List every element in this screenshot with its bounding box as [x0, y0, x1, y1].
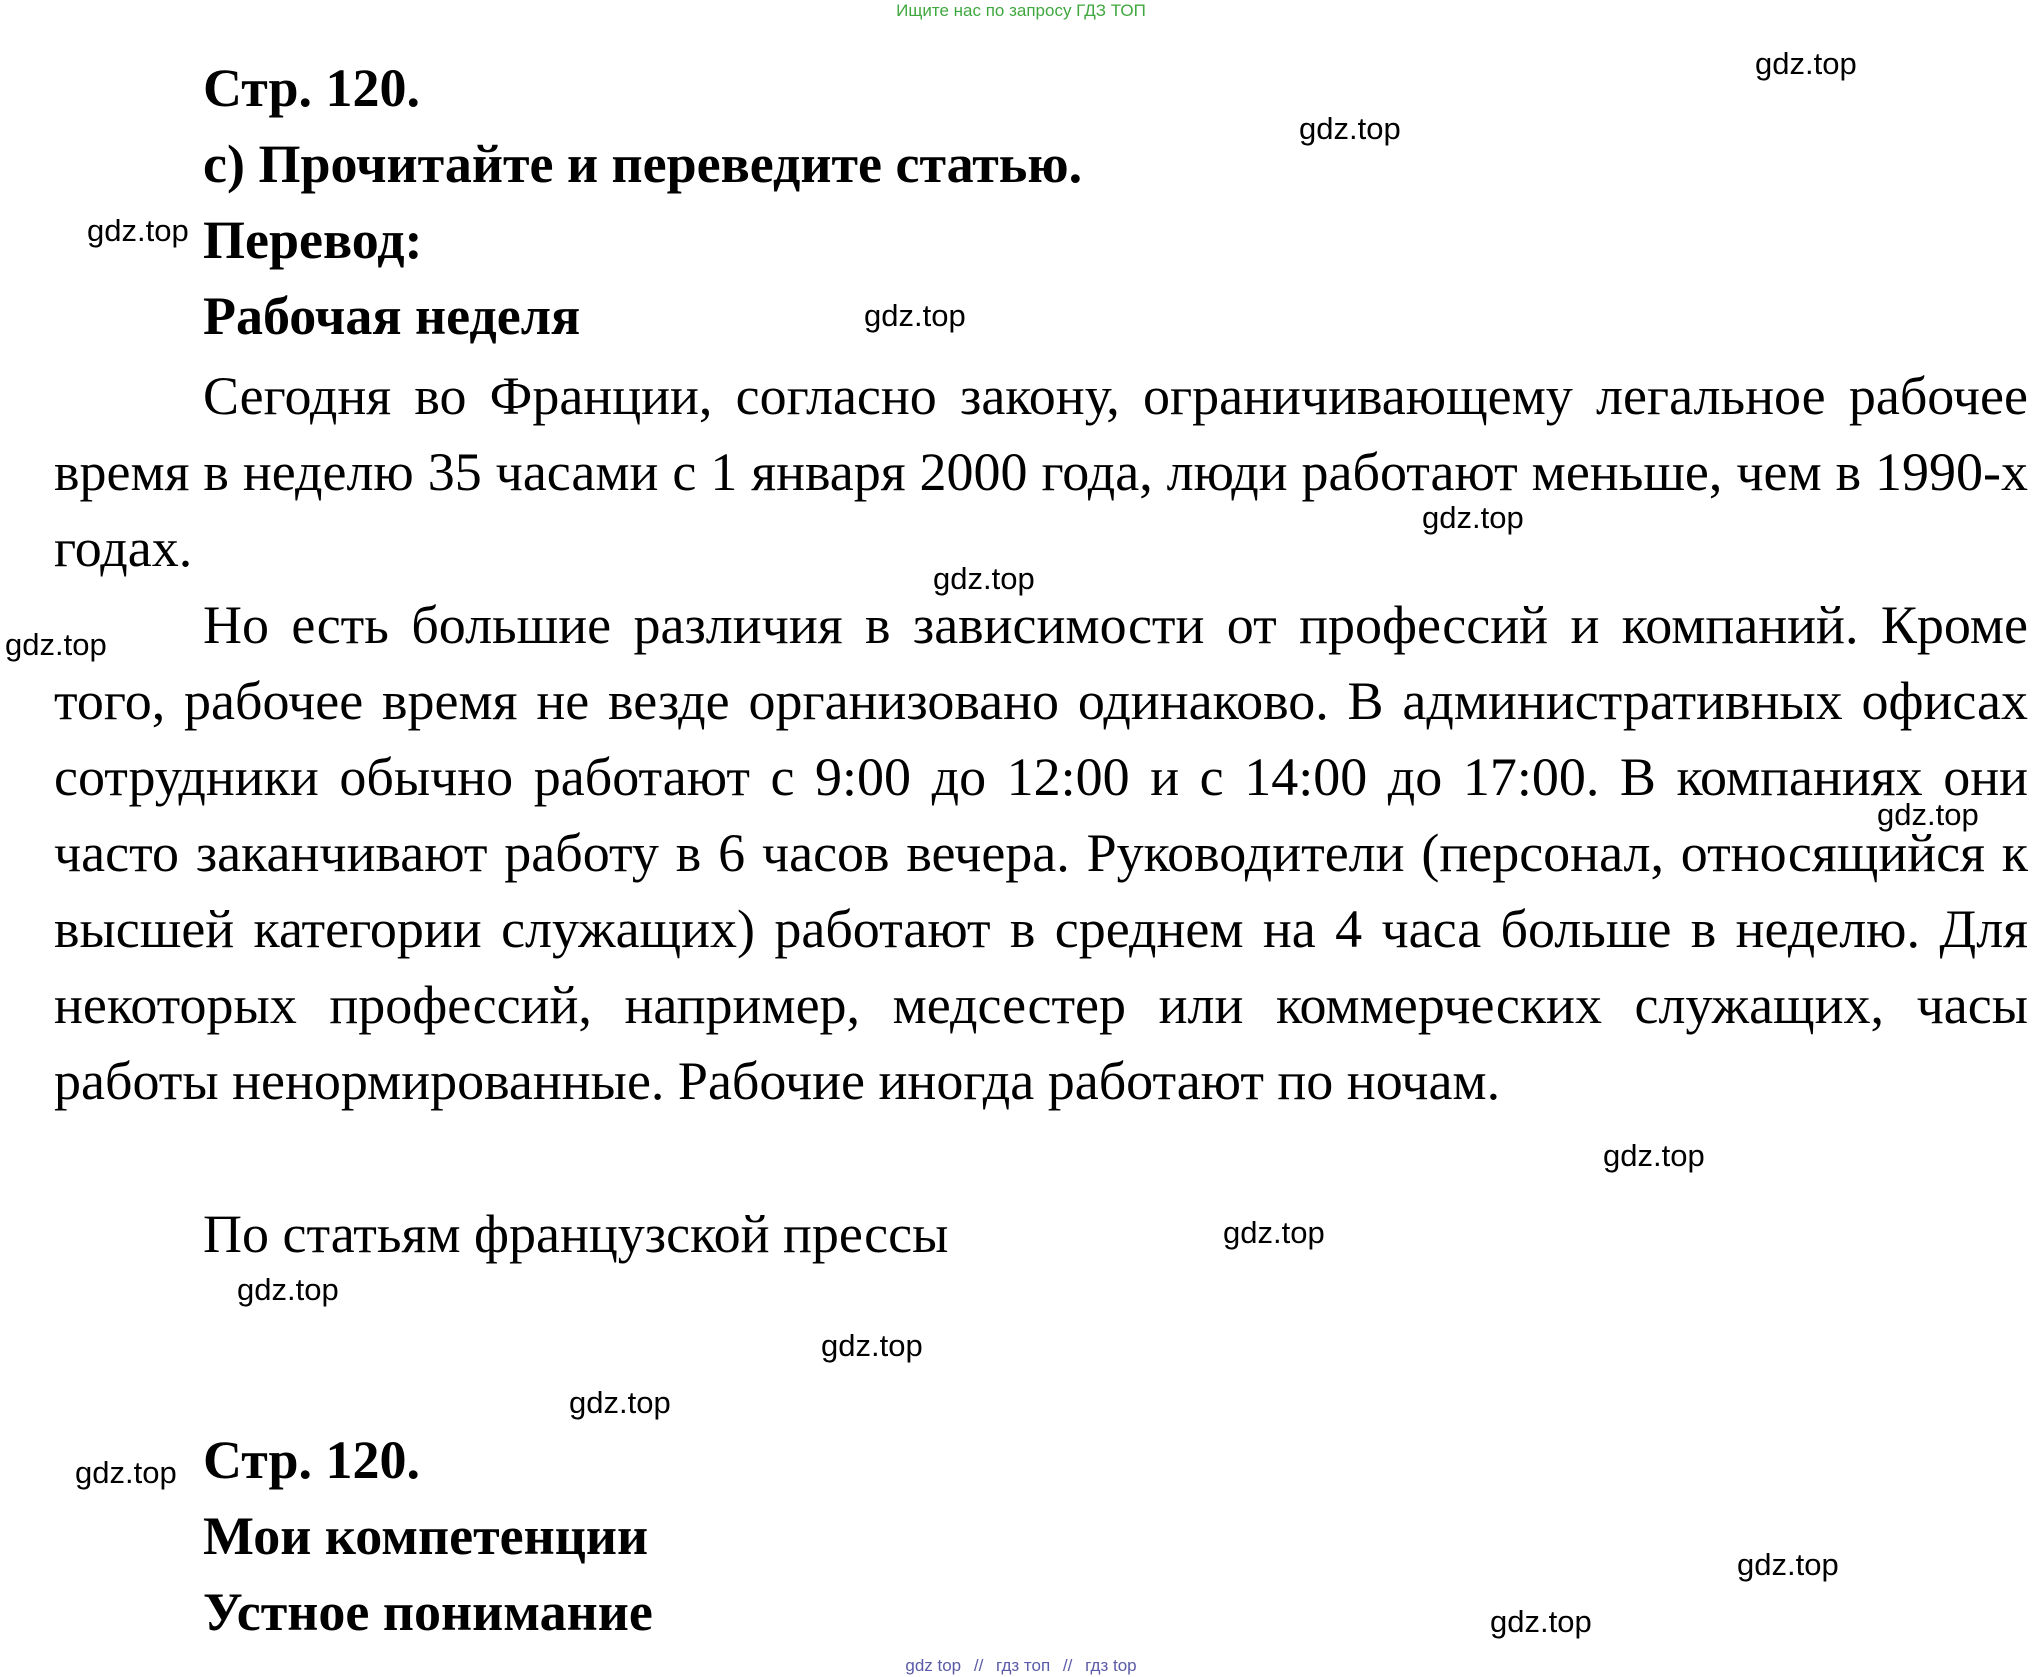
- article-source: По статьям французской прессы: [203, 1204, 949, 1264]
- translation-label: Перевод:: [203, 210, 423, 270]
- bottom-banner-separator: //: [973, 1656, 984, 1675]
- paragraph-2: Но есть большие различия в зависимости от профессий и компаний. Кроме того, рабочее время не везде организовано одинаково. В административных офисах сотрудники обычно работают с 9:00 до 12:00 и с 14:00 до 17:00. В компаниях они часто заканчивают работу в 6 часов вечера. Руководители (персонал, относящийся к высшей категории служащих) работают в среднем на 4 часа больше в неделю. Для некоторых профессий, например, медсестер или коммерческих служащих, часы работы ненормированные. Рабочие иногда работают по ночам.: [54, 595, 2028, 1111]
- bottom-banner-separator: //: [1062, 1656, 1073, 1675]
- bottom-banner: [0, 1655, 2042, 1677]
- watermark: gdz.top: [87, 213, 189, 248]
- page-ref-heading-2: Стр. 120.: [203, 1430, 421, 1490]
- watermark: gdz.top: [864, 298, 966, 333]
- watermark: gdz.top: [933, 561, 1035, 596]
- bottom-banner-link-1[interactable]: gdz top: [905, 1656, 962, 1675]
- watermark: gdz.top: [1223, 1215, 1325, 1250]
- watermark: gdz.top: [1877, 797, 1979, 832]
- article-title: Рабочая неделя: [203, 286, 581, 346]
- bottom-banner-link-2[interactable]: гдз топ: [996, 1656, 1051, 1675]
- watermark: gdz.top: [821, 1328, 923, 1363]
- bottom-banner-link-3[interactable]: гдз top: [1085, 1656, 1137, 1675]
- watermark: gdz.top: [1490, 1604, 1592, 1639]
- watermark: gdz.top: [1603, 1138, 1705, 1173]
- watermark: gdz.top: [1422, 500, 1524, 535]
- oral-comprehension-heading: Устное понимание: [203, 1582, 653, 1642]
- watermark: gdz.top: [1737, 1547, 1839, 1582]
- top-banner: Ищите нас по запросу ГДЗ ТОП: [896, 1, 1146, 20]
- watermark: gdz.top: [1755, 46, 1857, 81]
- watermark: gdz.top: [237, 1272, 339, 1307]
- watermark: gdz.top: [5, 627, 107, 662]
- watermark: gdz.top: [75, 1455, 177, 1490]
- paragraph-1: Сегодня во Франции, согласно закону, ограничивающему легальное рабочее время в неделю 35 часами с 1 января 2000 года, люди работают меньше, чем в 1990-х годах.: [54, 366, 2028, 578]
- watermark: gdz.top: [569, 1385, 671, 1420]
- watermark: gdz.top: [1299, 111, 1401, 146]
- competencies-heading: Мои компетенции: [203, 1506, 649, 1566]
- task-heading: c) Прочитайте и переведите статью.: [203, 134, 1083, 194]
- page-ref-heading: Стр. 120.: [203, 58, 421, 118]
